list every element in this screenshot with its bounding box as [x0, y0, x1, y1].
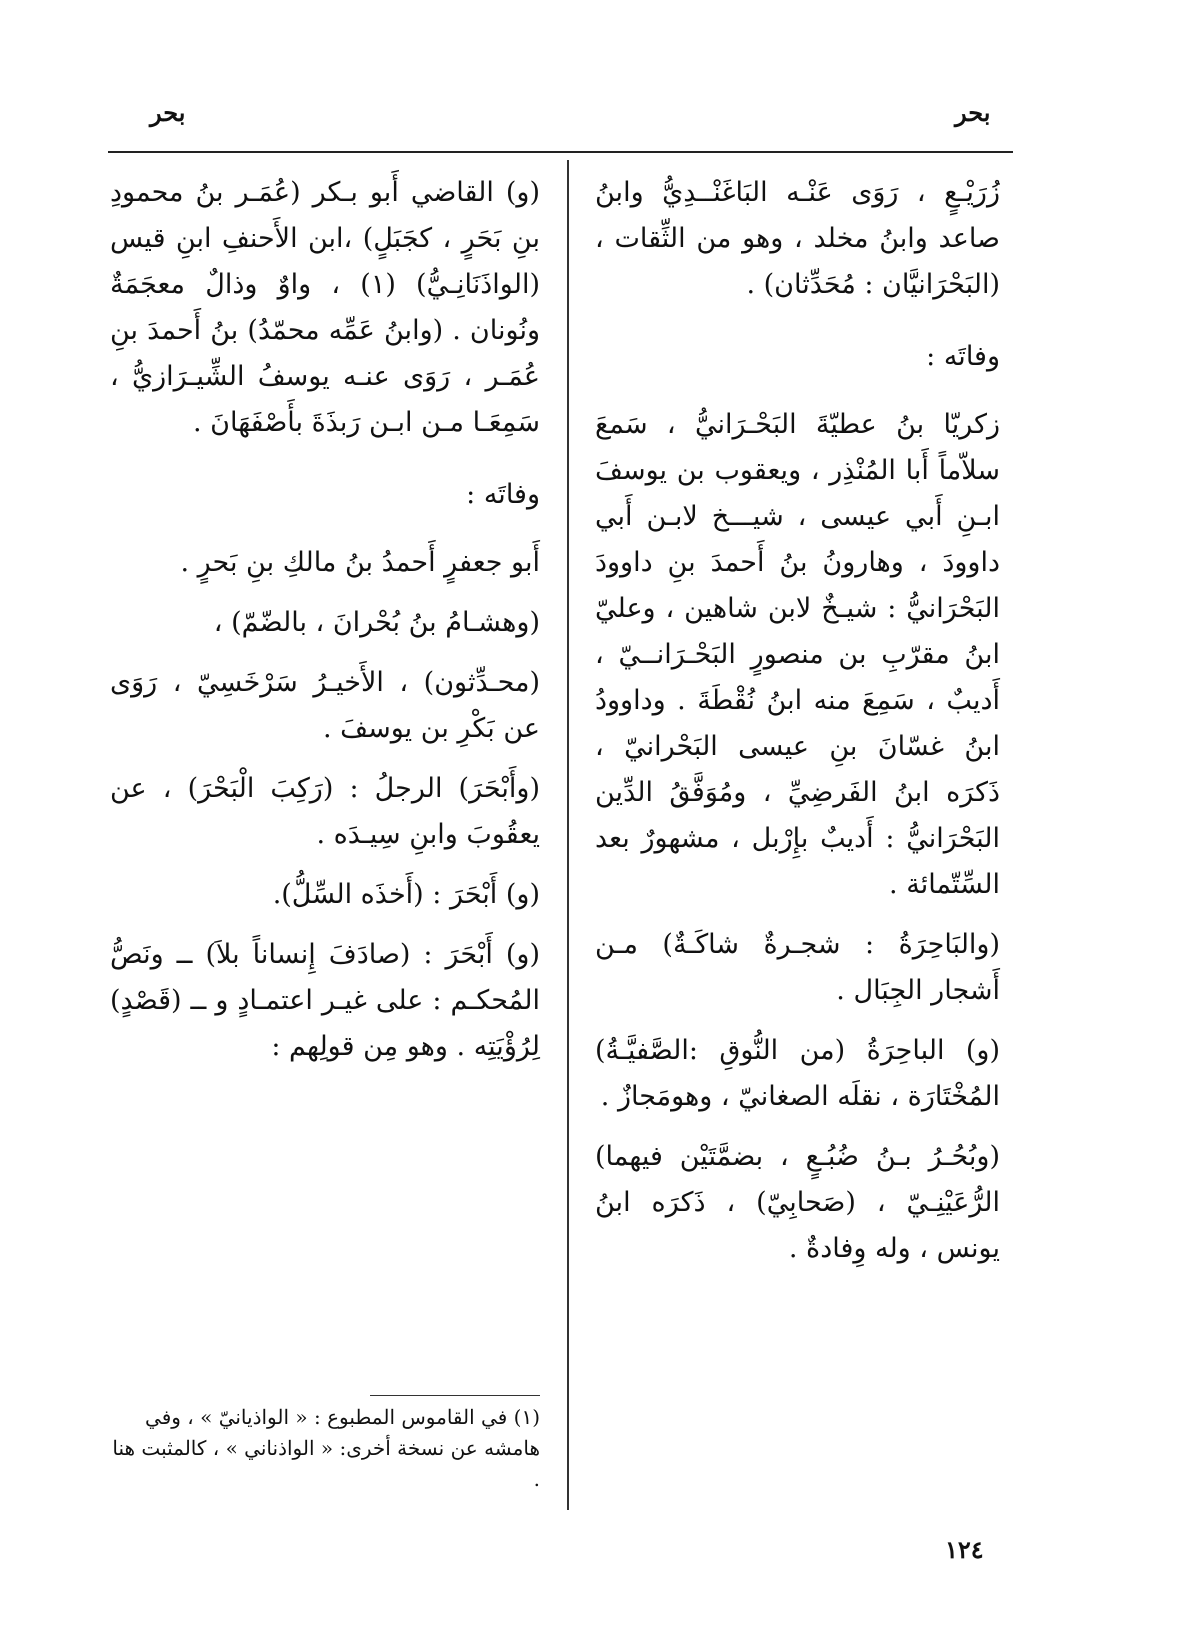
footnote — [110, 1402, 540, 1495]
right-paragraph: (والبَاحِرَةُ : شجـرةٌ شاكَـةٌ) مـن أَشجار الجِبَال . — [595, 929, 1000, 1006]
running-header-right: بحر — [955, 98, 991, 127]
right-column — [595, 170, 1000, 1286]
page-number: ١٢٤ — [945, 1535, 984, 1564]
running-header-left: بحر — [150, 98, 186, 127]
footnote-rule — [370, 1395, 540, 1396]
left-column — [110, 170, 540, 1084]
left-subheading: وفاتَه : — [466, 479, 540, 510]
left-paragraph: أَبو جعفرٍ أَحمدُ بنُ مالكِ بنِ بَحرٍ . — [180, 547, 540, 578]
footnote-text: (١) في القاموس المطبوع : « الواذيانيّ » ، وفي هامشه عن نسخة أخرى: « الواذناني » ، كالمثبت هنا . — [112, 1405, 540, 1491]
column-divider — [567, 160, 569, 1510]
left-paragraph: (محـدِّثون) ، الأَخيـرُ سَرْخَسِيّ ، رَوَى عن بَكْرِ بن يوسفَ . — [110, 667, 540, 744]
left-paragraph: (و) القاضي أَبو بـكر (عُمَـر بنُ محمودِ بنِ بَحَرٍ ، كجَبَلٍ) ،ابن الأَحنفِ ابنِ قيس (الواذَنَانِـيُّ) (١) ، واوٌ وذالٌ معجَمَةٌ ونُونان . (وابنُ عَمِّه محمّدُ) بنُ أَحمدَ بنِ عُمَـر ، رَوَى عنـه يوسفُ الشِّيـرَازيُّ ، سَمِعَـا مـن ابـن رَبذَةَ بأَصْفَهَانَ . — [110, 177, 540, 438]
right-paragraph: زكريّا بنُ عطيّةَ البَحْـرَانيُّ ، سَمعَ سلاّماً أَبا المُنْذِر ، ويعقوب بن يوسفَ ابـنِ أَبي عيسى ، شيـــخ لابـن أَبي داوودَ ، وهارونُ بنُ أَحمدَ بنِ داوودَ البَحْرَانيُّ : شيـخٌ لابن شاهين ، وعليّ ابنُ مقرّبِ بن منصورٍ البَحْـرَانــيّ ، أَديبٌ ، سَمِعَ منه ابنُ نُقْطَةَ . وداوودُ ابنُ غسّانَ بنِ عيسى البَحْرانيّ ، ذَكرَه ابنُ الفَرضِيِّ ، ومُوَفَّقُ الدِّين البَحْرَانيُّ : أَديبٌ بإِرْبل ، مشهورٌ بعد السِّتّمائة . — [595, 409, 1000, 900]
left-paragraph: (و) أَبْحَرَ : (أَخذَه السِّلُّ). — [272, 879, 540, 910]
left-paragraph: (و) أَبْحَرَ : (صادَفَ إِنساناً بلاَ) ــ ونَصُّ المُحكـم : على غيـر اعتمـادٍ و ــ (قَصْدٍ) لِرُؤْيَتِه . وهو مِن قولِهم : — [110, 939, 540, 1062]
right-paragraph: (وبُحُـرُ بـنُ ضُبُـعٍ ، بضمَّتَيْن فيهما) الرُّعَيْنِـيّ ، (صَحابِيّ) ، ذَكرَه ابنُ يونس ، وله وِفادةٌ . — [595, 1141, 1000, 1264]
right-subheading: وفاتَه : — [926, 341, 1000, 372]
left-paragraph: (وهشـامُ بنُ بُحْرانَ ، بالضّمّ) ، — [213, 607, 540, 638]
left-paragraph: (وأَبْحَرَ) الرجلُ : (رَكِبَ الْبَحْرَ) ، عن يعقُوبَ وابنِ سِيـدَه . — [110, 773, 540, 850]
right-paragraph: زُرَيْـعٍ ، رَوَى عَنْـه البَاغَنْــدِيُّ وابنُ صاعد وابنُ مخلد ، وهو من الثِّقات ، (البَحْرَانيَّان : مُحَدِّثان) . — [595, 177, 1000, 300]
right-paragraph: (و) الباحِرَةُ (من النُّوقِ :الصَّفيَّـةُ) المُخْتَارَة ، نقلَه الصغانيّ ، وهومَجازٌ . — [595, 1035, 1000, 1112]
header-rule — [108, 151, 1013, 153]
